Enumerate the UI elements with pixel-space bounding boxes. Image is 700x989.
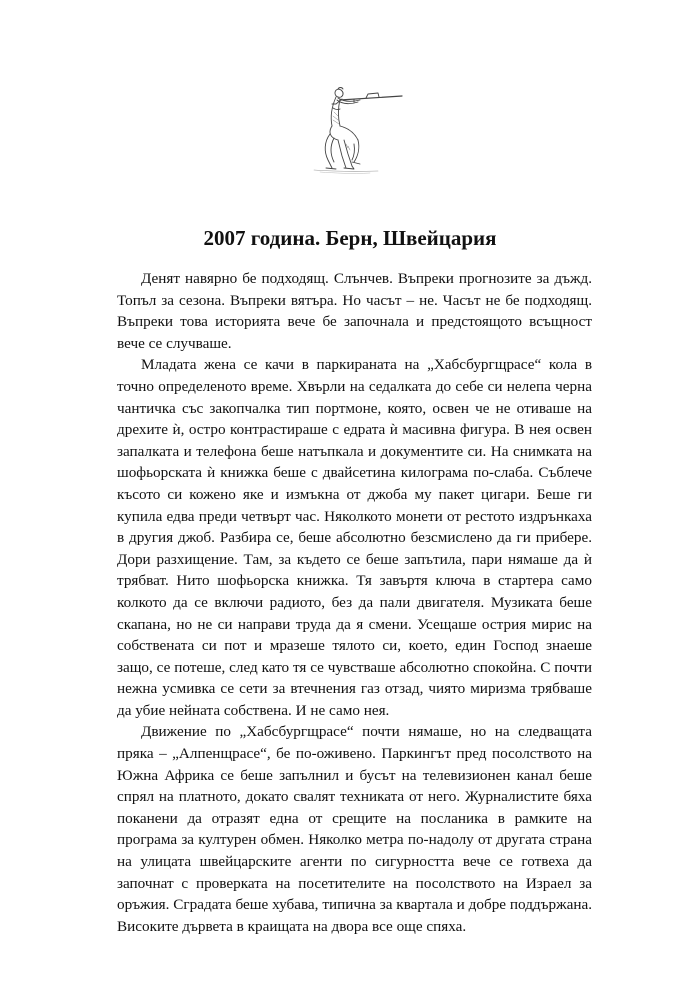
paragraph-3: Движение по „Хабсбургщрасе“ почти нямаше, но на следващата пряка – „Алпенщрасе“, бе по-оживено. Паркингът пред посолството на Южна Африка се беше запълнил и бусът на телевизионен канал беше спрял на платното, докато свалят техниката от него. Журналистите бяха поканени да отразят една от срещите на посланика в рамките на програма за културен обмен. Няколко метра по-надолу от другата страна на улицата швейцарските агенти по сигурността вече се готвеха да започнат с проверката на посетителите на посолството на Израел за оръжия. Сградата беше хубава, типична за квартала и добре поддържана. Високите дървета в краищата на двора все още спяха. <box>117 723 592 935</box>
kneeling-rifleman-sketch-icon <box>308 82 404 176</box>
chapter-title: 2007 година. Берн, Швейцария <box>203 226 497 250</box>
chapter-text <box>117 268 592 937</box>
paragraph-1: Денят навярно бе подходящ. Слънчев. Въпреки прогнозите за дъжд. Топъл за сезона. Въпреки вятъра. Но часът – не. Часът не бе подходящ. Въпреки това историята вече бе започнала и предстоящото всъщност вече се случваше. <box>117 270 592 352</box>
paragraph-2: Младата жена се качи в паркираната на „Хабсбургщрасе“ кола в точно определеното време. Хвърли на седалката до себе си нелепа черна чантичка със закопчалка тип портмоне, която, освен че не отиваше на дрехите ѝ, остро контрастираше с едрата ѝ масивна фигура. В нея освен запалката и телефона беше натъпкала и документите си. На снимката на шофьорската ѝ книжка беше с двайсетина килограма по-слаба. Съблече късото си кожено яке и измъкна от джоба му пакет цигари. Беше ги купила едва преди четвърт час. Няколкото монети от рестото издрънкаха в другия джоб. Разбира се, беше абсолютно безсмислено да ги прибере. Дори разхищение. Там, за където се беше запътила, пари нямаше да ѝ трябват. Нито шофьорска книжка. Тя завъртя ключа в стартера само колкото да се включи радиото, без да пали двигателя. Музиката беше скапана, но не си направи труда да я смени. Усещаше острия мирис на собствената си пот и мразеше тялото си, което, един Господ знаеше защо, се потеше, след като тя се чувстваше абсолютно спокойна. С почти нежна усмивка се сети за втечнения газ отзад, чиято миризма трябваше да убие нейната собствена. И не само нея. <box>117 356 592 719</box>
